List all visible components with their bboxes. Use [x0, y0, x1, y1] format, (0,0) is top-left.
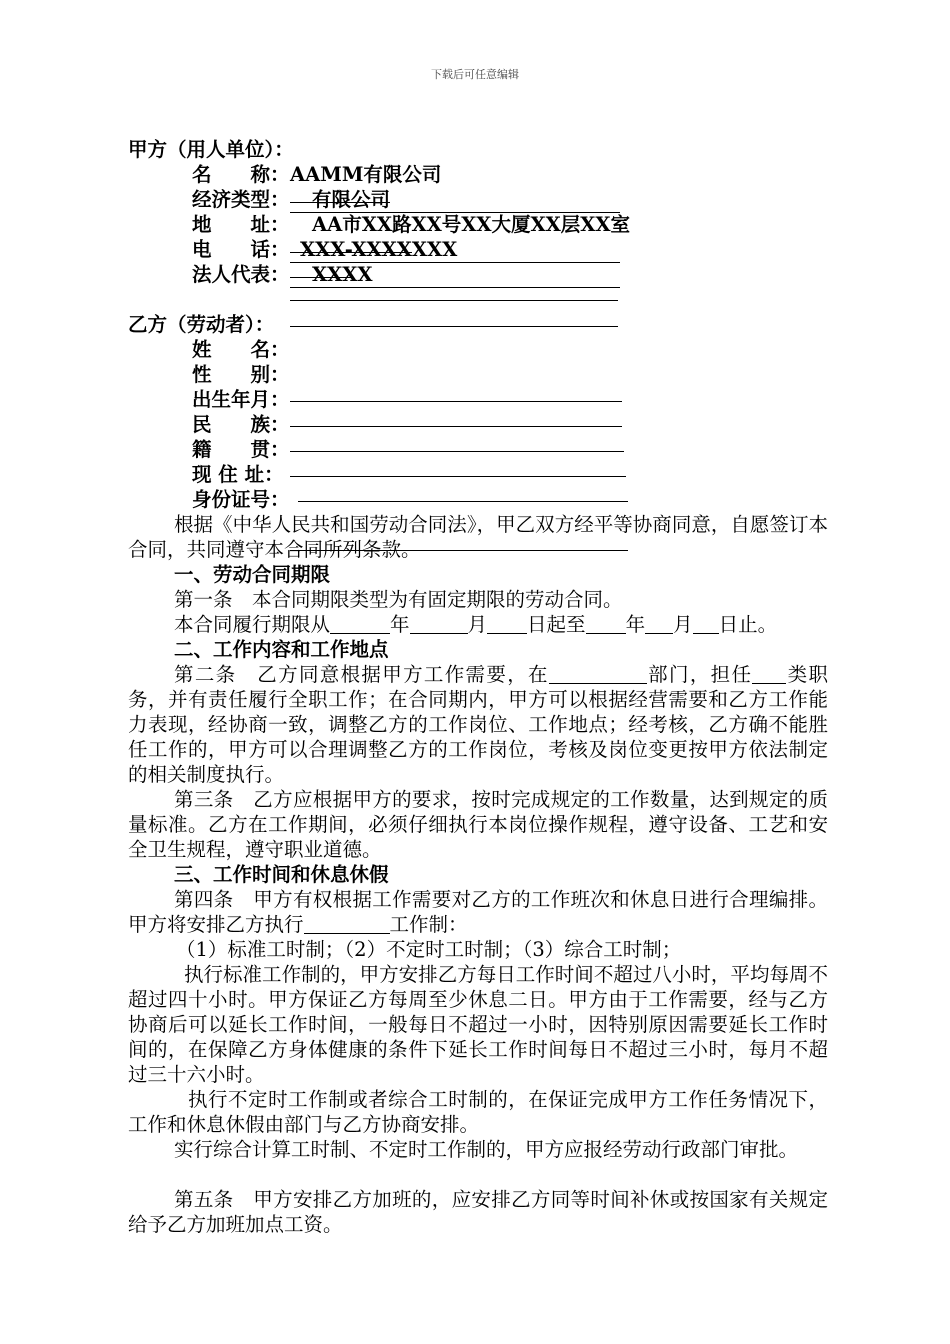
- term-day-2: 日止。: [718, 613, 778, 636]
- party-b-ethnicity-underline: [290, 426, 622, 427]
- term-start-month-blank[interactable]: [410, 615, 468, 634]
- position-blank[interactable]: [752, 665, 786, 684]
- work-system-blank[interactable]: [304, 915, 390, 934]
- party-b-name-label: 姓 名：: [192, 338, 290, 361]
- section-3-heading: 三、工作时间和休息休假: [174, 863, 389, 886]
- article-3: 第三条 乙方应根据甲方的要求，按时完成规定的工作数量，达到规定的质量标准。乙方在工作期间，必须仔细执行本岗位操作规程，遵守设备、工艺和安全卫生规程，遵守职业道德。: [128, 788, 828, 861]
- party-b-title-underline: [290, 326, 618, 327]
- party-a-title: 甲方（用人单位）：: [128, 138, 294, 161]
- party-a-rep-label: 法人代表：: [192, 263, 290, 286]
- party-a-type-strike: [290, 202, 390, 203]
- term-year-2: 年: [625, 613, 646, 636]
- party-b-id-label: 身份证号：: [192, 488, 290, 511]
- article-4-part-a: 第四条 甲方有权根据工作需要对乙方的工作班次和休息日进行合理编排。甲方将安排乙方执行: [128, 888, 828, 936]
- party-a-type-label: 经济类型：: [192, 188, 290, 211]
- article-1: 第一条 本合同期限类型为有固定期限的劳动合同。: [174, 588, 623, 611]
- section-2-heading: 二、工作内容和工作地点: [174, 638, 389, 661]
- party-a-rep-strike: [290, 277, 354, 278]
- approval-paragraph: 实行综合计算工时制、不定时工作制的，甲方应报经劳动行政部门审批。: [174, 1138, 799, 1161]
- party-b-origin-underline: [290, 451, 624, 452]
- irregular-hours-paragraph: 执行不定时工作制或者综合工时制的，在保证完成甲方工作任务情况下，工作和休息休假由部门与乙方协商安排。: [128, 1088, 828, 1136]
- term-line: [174, 612, 777, 638]
- term-year-1: 年: [390, 613, 410, 636]
- term-end-year-blank[interactable]: [586, 615, 626, 634]
- party-a-name-label: 名 称：: [192, 163, 290, 186]
- party-b-title: 乙方（劳动者）：: [128, 313, 275, 336]
- party-b-address-label: 现 住 址：: [192, 463, 284, 486]
- party-b-birth-label: 出生年月：: [192, 388, 290, 411]
- party-a-rep-value: XXXX: [312, 263, 373, 286]
- term-end-month-blank[interactable]: [645, 615, 673, 634]
- department-blank[interactable]: [549, 665, 647, 684]
- article-2-part-a: 第二条 乙方同意根据甲方工作需要，在: [174, 663, 549, 686]
- term-end-day-blank[interactable]: [693, 615, 719, 634]
- term-month-2: 月: [673, 613, 693, 636]
- party-a-name-value: AAMM有限公司: [290, 163, 442, 186]
- party-a-phone-label: 电 话：: [192, 238, 290, 261]
- section-1-heading: 一、劳动合同期限: [174, 563, 331, 586]
- page-header-note: 下载后可任意编辑: [431, 68, 519, 81]
- party-a-rep-underline: [290, 287, 620, 288]
- party-b-address-underline: [290, 476, 626, 477]
- party-b-birth-underline: [290, 401, 622, 402]
- party-a-phone-value: XXX-XXXXXXX: [300, 238, 458, 261]
- party-a-address-label: 地 址：: [192, 213, 290, 236]
- standard-hours-paragraph: 执行标准工作制的，甲方安排乙方每日工作时间不超过八小时，平均每周不超过四十小时。甲方保证乙方每周至少休息二日。甲方由于工作需要，经与乙方协商后可以延长工作时间，一般每日不超过一小时，因特别原因需要延长工作时间的，在保障乙方身体健康的条件下延长工作时间每日不超过三小时，每月不超过三十六小时。: [128, 963, 828, 1086]
- party-a-extra-underline: [290, 300, 618, 301]
- intro-paragraph: 根据《中华人民共和国劳动合同法》，甲乙双方经平等协商同意，自愿签订本合同，共同遵守本合同所列条款。: [128, 513, 828, 561]
- article-4-part-b: 工作制：: [389, 913, 468, 936]
- work-system-options: （1）标准工时制；（2）不定时工时制；（3）综合工时制；: [176, 938, 682, 961]
- party-b-origin-label: 籍 贯：: [192, 438, 290, 461]
- party-b-gender-label: 性 别：: [192, 363, 290, 386]
- article-2-part-c: 类职务，并有责任履行全职工作；在合同期内，甲方可以根据经营需要和乙方工作能力表现，经协商一致，调整乙方的工作岗位、工作地点；经考核，乙方确不能胜任工作的，甲方可以合理调整乙方的工作岗位，考核及岗位变更按甲方依法制定的相关制度执行。: [128, 663, 828, 786]
- term-prefix: 本合同履行期限从: [174, 613, 331, 636]
- intro-strike: [290, 550, 628, 551]
- term-start-year-blank[interactable]: [330, 615, 390, 634]
- party-a-type-value: 有限公司: [312, 188, 391, 211]
- party-b-id-underline: [298, 501, 628, 502]
- article-5: 第五条 甲方安排乙方加班的，应安排乙方同等时间补休或按国家有关规定给予乙方加班加点工资。: [128, 1188, 828, 1236]
- article-4: [128, 887, 828, 937]
- party-a-phone-strike: [290, 252, 412, 253]
- article-2: [128, 662, 828, 787]
- term-start-day-blank[interactable]: [487, 615, 527, 634]
- article-2-part-b: 部门，担任: [646, 663, 753, 686]
- term-day-1: 日起至: [527, 613, 586, 636]
- party-a-address-value: AA市XX路XX号XX大厦XX层XX室: [312, 213, 631, 236]
- party-b-ethnicity-label: 民 族：: [192, 413, 290, 436]
- term-month-1: 月: [467, 613, 488, 636]
